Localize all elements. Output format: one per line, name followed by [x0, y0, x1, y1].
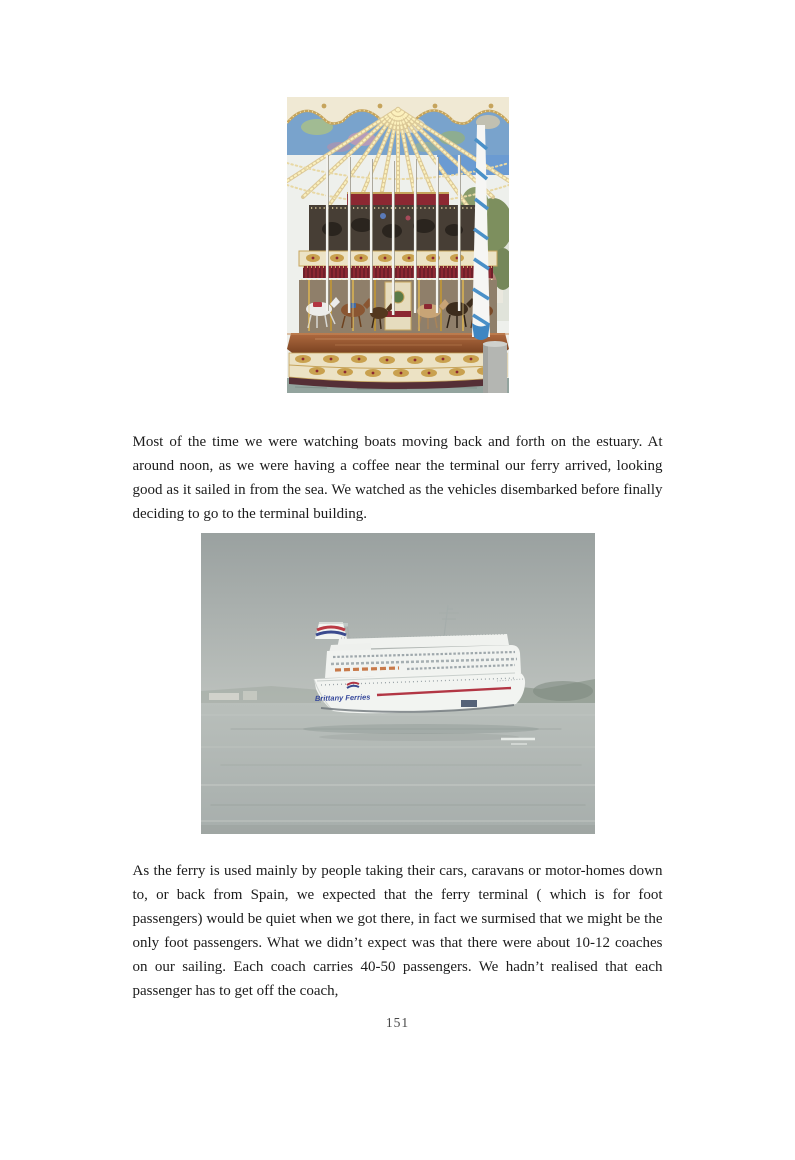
paragraph-ferry-terminal: As the ferry is used mainly by people taking their cars, caravans or motor-homes down to, or back from Spain, we expected that the ferry terminal ( which is for foot passengers) would be quiet when we got there, in fact we surmised that we might be the only foot passengers. What we didn’t expect was that there were about 10-12 coaches on our sailing. Each coach carries 40-50 passengers. We hadn’t realised that each passenger has to get off the coach, [132, 863, 663, 999]
funnel [315, 622, 347, 639]
base-band [289, 353, 507, 389]
page-number: 151 [385, 1015, 410, 1030]
document-page [0, 97, 795, 1160]
ferry-hull-text: Brittany Ferries [314, 692, 370, 703]
grey-pillar [483, 341, 507, 393]
ferry-photo [201, 533, 595, 834]
carousel-photo [287, 97, 509, 393]
red-fringe [301, 266, 495, 280]
paragraph-estuary: Most of the time we were watching boats moving back and forth on the estuary. At around noon, as we were having a coffee near the terminal our ferry arrived, looking good as it sailed in from the sea. We watched as the vehicles disembarked before finally deciding to go to the terminal building. [132, 434, 663, 522]
ferry-illustration [201, 533, 595, 834]
ship-reflection [303, 724, 539, 734]
estuary-water [201, 703, 595, 834]
carousel-illustration [287, 97, 509, 393]
